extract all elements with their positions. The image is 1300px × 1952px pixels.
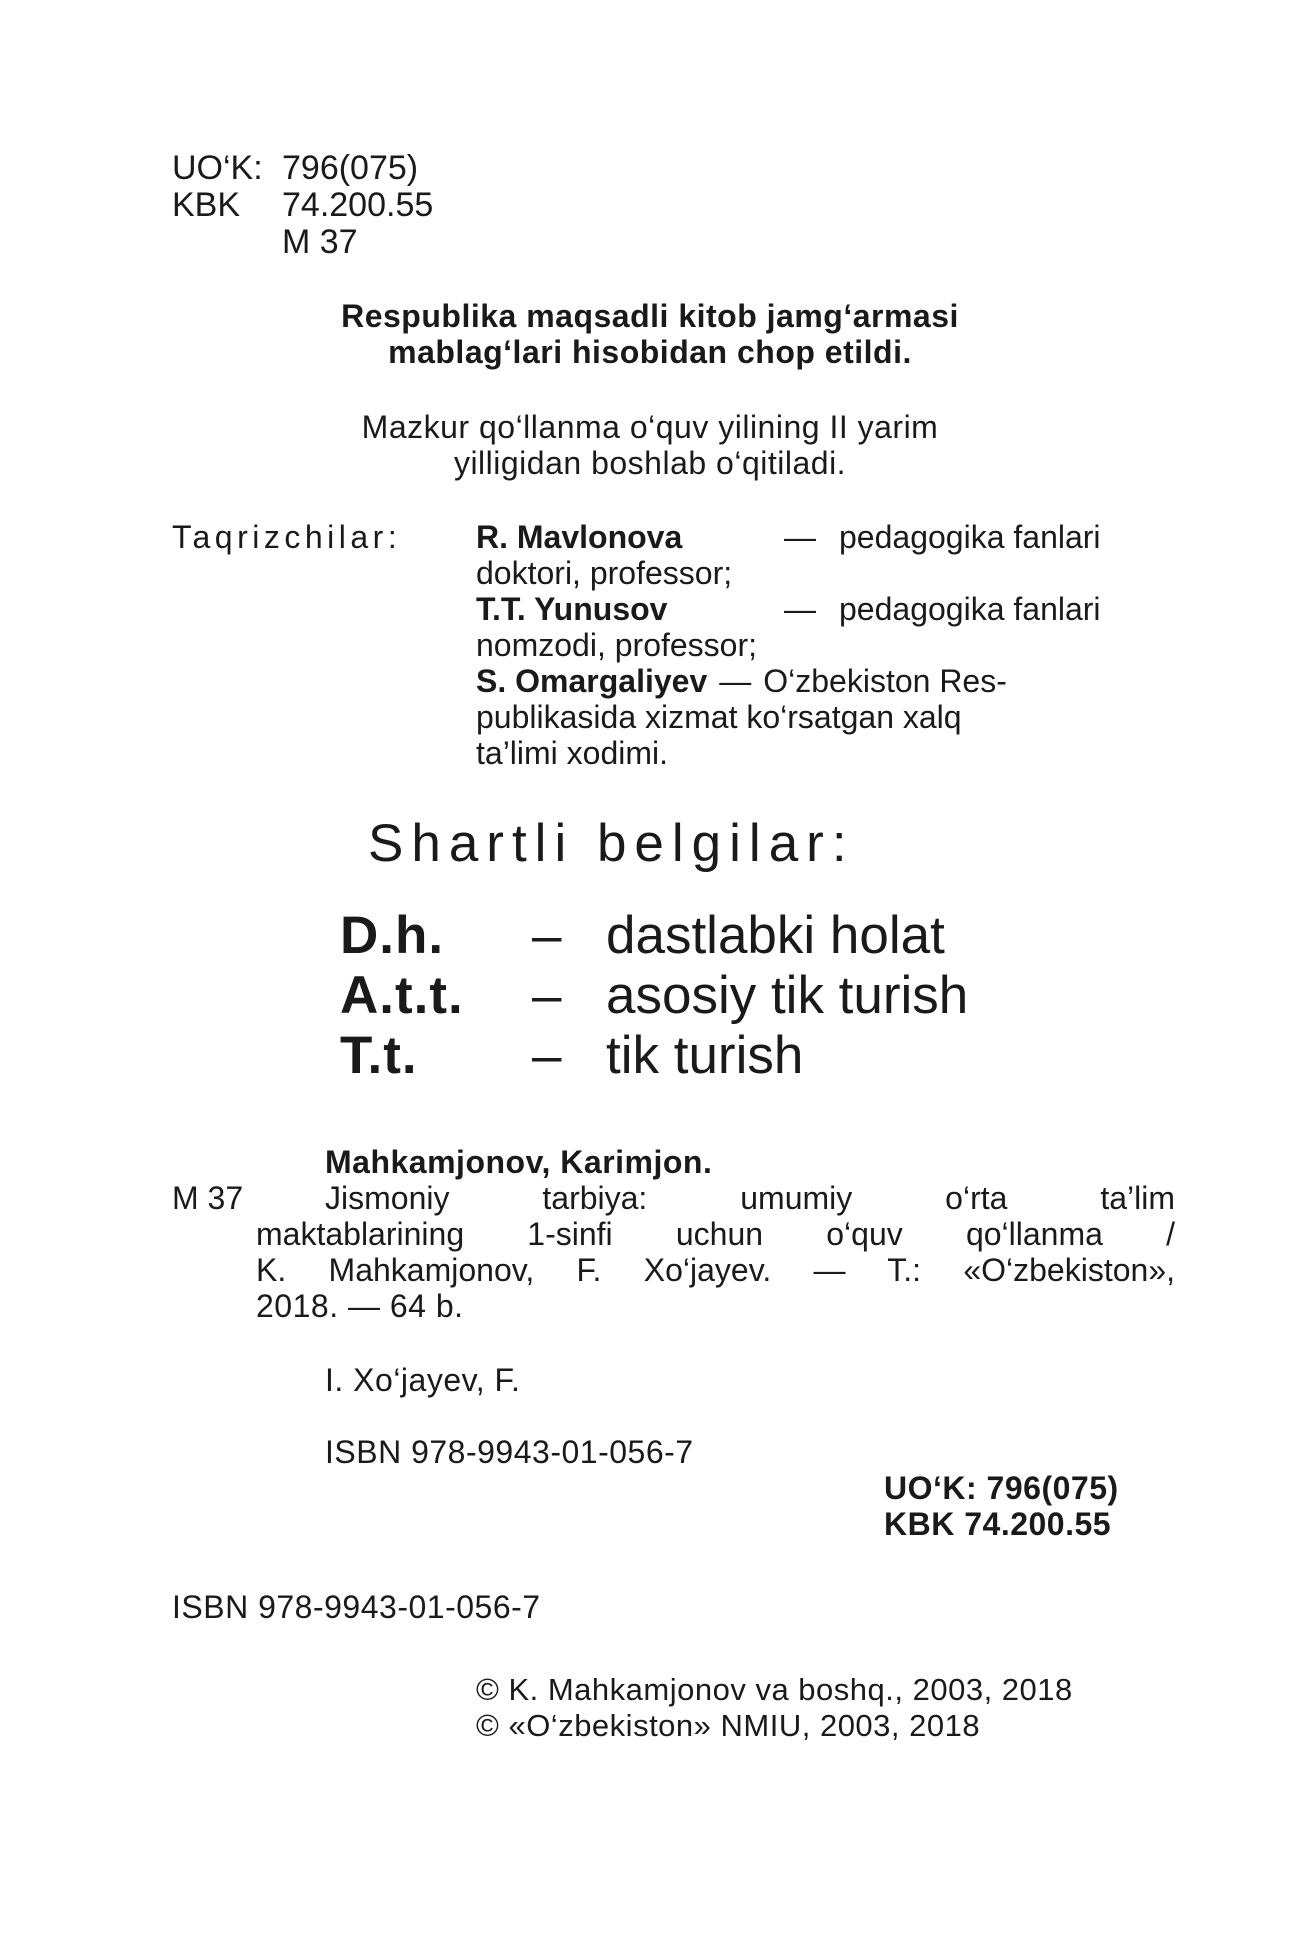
funding-note-line1: Respublika maqsadli kitob jamg‘armasi [341,298,959,334]
legend-title: Shartli belgilar: [368,814,855,873]
funding-note-line2: mablag‘lari hisobidan chop etildi. [388,334,912,370]
legend-meaning: asosiy tik turish [606,966,969,1025]
catalog-author-heading: Mahkamjonov, Karimjon. [325,1144,713,1180]
catalog-secondary-entry: I. Xo‘jayev, F. [325,1362,521,1398]
legend-dash: – [532,906,562,965]
catalog-desc-text: K. Mahkamjonov, F. Xo‘jayev. — T.: «O‘zbekiston», [256,1252,1175,1288]
catalog-desc-line4: 2018. — 64 b. [256,1288,464,1324]
copyright-line2: © «O‘zbekiston» NMIU, 2003, 2018 [476,1708,981,1743]
udc-label: UO‘K: [172,149,263,187]
legend-abbr: D.h. [340,906,445,965]
reviewer-name: S. Omargaliyev [476,663,708,699]
catalog-desc-line1 [325,1180,1175,1216]
reviewer-2-role-cont: nomzodi, professor; [476,627,758,663]
reviewer-1 [476,519,1101,555]
reviewer-2 [476,591,1101,627]
catalog-mark: M 37 [172,1180,244,1216]
usage-note-line2: yilligidan boshlab o‘qitiladi. [453,445,847,481]
legend-dash: – [532,1026,562,1085]
reviewer-dash: — [784,519,816,555]
catalog-desc-text: Jismoniy tarbiya: umumiy o‘rta ta’lim [325,1180,1175,1216]
usage-note-line1: Mazkur qo‘llanma o‘quv yilining II yarim [361,409,939,445]
legend-dash: – [532,966,562,1025]
reviewer-3-role-cont2: ta’limi xodimi. [476,735,669,771]
catalog-udc: UO‘K: 796(075) [884,1470,1119,1506]
reviewer-role: pedagogika fanlari [839,591,1101,627]
reviewer-dash: — [784,591,816,627]
reviewer-role: pedagogika fanlari [839,519,1101,555]
legend-meaning: tik turish [606,1026,804,1085]
reviewer-3 [476,663,1007,699]
udc-value: 796(075) [282,149,419,187]
catalog-desc-text: maktablarining 1-sinfi uchun o‘quv qo‘llanma / [256,1216,1175,1252]
reviewer-dash: — [719,663,752,699]
catalog-bbk: KBK 74.200.55 [884,1506,1112,1542]
copyright-line1: © K. Mahkamjonov va boshq., 2003, 2018 [476,1672,1073,1707]
reviewer-role: O‘zbekiston Res- [763,663,1007,699]
catalog-desc-line2 [256,1216,1175,1252]
legend-item-tt [340,1026,803,1086]
legend-item-att [340,966,968,1026]
bbk-label: KBK [172,186,241,224]
legend-abbr: A.t.t. [340,966,464,1025]
reviewers-heading: Taqrizchilar: [172,519,402,555]
legend-item-dh [340,906,945,966]
legend-abbr: T.t. [340,1026,418,1085]
isbn-bottom: ISBN 978-9943-01-056-7 [172,1589,541,1625]
reviewer-name: R. Mavlonova [476,519,683,555]
catalog-desc-line3 [256,1252,1175,1288]
reviewer-1-role-cont: doktori, professor; [476,555,733,591]
legend-meaning: dastlabki holat [606,906,945,965]
reviewer-name: T.T. Yunusov [476,591,668,627]
reviewer-3-role-cont: publikasida xizmat ko‘rsatgan xalq [476,699,962,735]
author-mark: M 37 [282,223,358,261]
bbk-value: 74.200.55 [282,186,434,224]
catalog-isbn: ISBN 978-9943-01-056-7 [325,1434,694,1470]
